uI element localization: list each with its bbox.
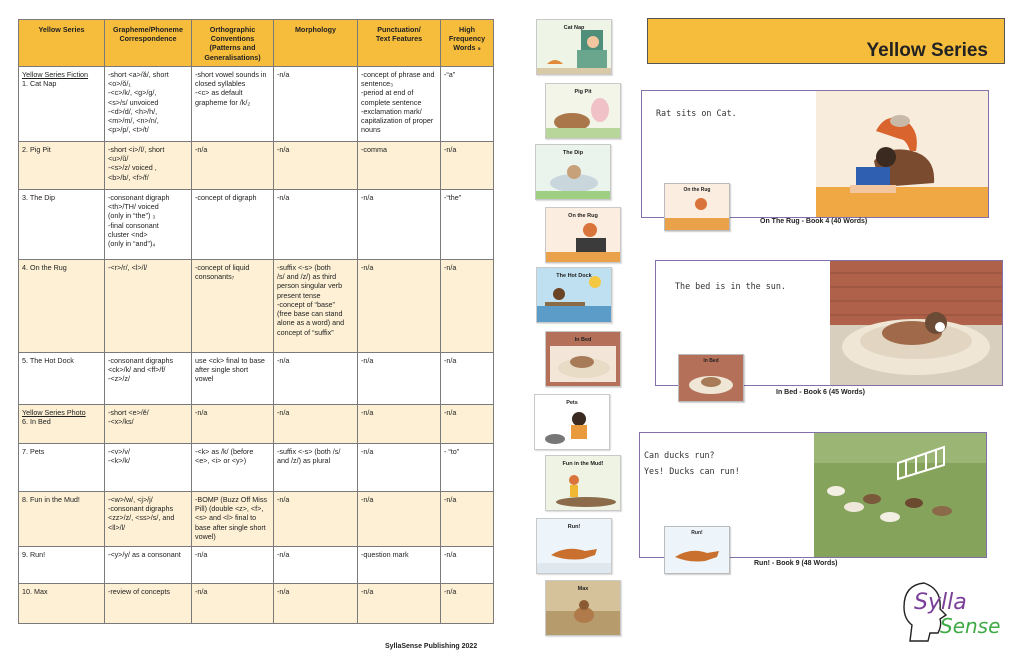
cell-text: -n/a <box>195 587 208 596</box>
row-title-cell <box>19 584 105 624</box>
morphology-cell <box>274 547 358 584</box>
yellow-series-table <box>18 19 493 641</box>
cell-text: -n/a <box>444 263 457 272</box>
spread-caption: On The Rug - Book 4 (40 Words) <box>760 218 868 225</box>
punctuation-cell <box>358 547 441 584</box>
banner-title: Yellow Series <box>866 40 988 61</box>
cell-text: <p>/p/, <t>/t/ <box>108 125 149 135</box>
punctuation-cell <box>358 405 441 444</box>
cell-text: concept of “suffix” <box>277 327 334 337</box>
cell-text: <u>/ŭ/ <box>108 154 129 164</box>
cell-text: -<v>/v/ <box>108 447 130 456</box>
header-line: Punctuation/ <box>377 25 421 34</box>
cell-text: <th>/TH/ voiced <box>108 202 159 212</box>
hfw-cell <box>441 405 494 444</box>
cell-text: use <ck> final to base <box>195 356 265 365</box>
header-morphology <box>274 20 358 67</box>
cell-text: -n/a <box>444 145 457 154</box>
spread-caption: In Bed - Book 6 (45 Words) <box>776 389 865 396</box>
cell-text: -<k>/k/ <box>108 456 130 466</box>
punctuation-cell <box>358 142 441 190</box>
cell-text: -n/a <box>277 550 290 559</box>
cell-text: (only in “the”) ₃ <box>108 211 156 221</box>
table-row <box>19 142 494 190</box>
cell-text: -concept of liquid <box>195 263 250 272</box>
book-thumbnail-fun-in-the-mud[interactable] <box>545 455 621 511</box>
cell-text: -short <i>/ĭ/, short <box>108 145 165 154</box>
book-spread-on-the-rug <box>641 90 989 218</box>
spread-text-line: Can ducks run? <box>644 450 715 460</box>
cell-text: -<s>/z/ voiced , <box>108 163 157 173</box>
cell-text: -n/a <box>444 550 457 559</box>
cell-text: -n/a <box>195 145 208 154</box>
hfw-cell <box>441 67 494 142</box>
header-line: Text Features <box>375 34 423 44</box>
cell-text: 4. On the Rug <box>22 263 67 272</box>
in-bed-photo <box>830 261 1002 385</box>
header-line: Frequency <box>448 34 486 44</box>
morphology-cell <box>274 405 358 444</box>
cell-text: -BOMP (Buzz Off Miss <box>195 495 268 504</box>
header-line: High <box>459 25 475 34</box>
cell-text: -<k> as /k/ (before <box>195 447 254 456</box>
syllasense-logo <box>898 575 1004 647</box>
cell-text: <o>/ŏ/₁ <box>108 79 131 89</box>
cell-text: 10. Max <box>22 587 48 596</box>
grapheme-cell <box>105 142 192 190</box>
morphology-cell <box>274 142 358 190</box>
row-title-cell <box>19 67 105 142</box>
book-thumbnail-max[interactable] <box>545 580 621 636</box>
cell-text: grapheme for /k/₂ <box>195 97 251 107</box>
header-line: Conventions <box>210 34 255 44</box>
cell-text: (only in “and”)₄ <box>108 239 156 249</box>
cell-text: Yellow Series Fiction <box>22 70 89 79</box>
cell-text: -concept of “base” <box>277 299 335 309</box>
hfw-cell <box>441 190 494 260</box>
hfw-cell <box>441 444 494 492</box>
cell-text: vowel <box>195 374 214 384</box>
row-title-cell <box>19 444 105 492</box>
orthographic-cell <box>192 444 274 492</box>
cell-text: -“a” <box>444 70 456 79</box>
header-line: Yellow Series <box>38 25 85 34</box>
cell-text: and /z/) as plural <box>277 456 331 466</box>
curriculum-table <box>18 19 494 624</box>
row-title-cell <box>19 547 105 584</box>
cell-text: 1. Cat Nap <box>22 79 57 89</box>
book-thumbnail-cat-nap[interactable] <box>536 19 612 75</box>
thumbnail-title: Cat Nap <box>563 25 585 31</box>
cell-text: -<c> as default <box>195 88 243 98</box>
thumbnail-title: Run! <box>567 524 581 530</box>
cover-mini-title: On the Rug <box>683 187 711 193</box>
cell-text: 2. Pig Pit <box>22 145 51 154</box>
cell-text: -concept of digraph <box>195 193 257 202</box>
thumbnail-title: On the Rug <box>568 213 598 219</box>
grapheme-cell <box>105 405 192 444</box>
grapheme-cell <box>105 260 192 353</box>
cell-text: -“the” <box>444 193 462 202</box>
cell-text: -comma <box>361 145 387 154</box>
cell-text: -n/a <box>444 356 457 365</box>
book-thumbnail-the-hot-dock[interactable] <box>536 267 612 323</box>
row-title-cell <box>19 492 105 547</box>
cell-text: -short <e>/ĕ/ <box>108 408 149 417</box>
thumbnail-title: Pets <box>566 400 578 406</box>
orthographic-cell <box>192 142 274 190</box>
morphology-cell <box>274 584 358 624</box>
row-title-cell <box>19 190 105 260</box>
grapheme-cell <box>105 190 192 260</box>
table-row <box>19 547 494 584</box>
on-the-rug-illustration <box>816 91 988 217</box>
book-thumbnail-on-the-rug[interactable] <box>545 207 621 263</box>
cell-text: <zz>/z/, <ss>/s/, and <box>108 513 175 523</box>
cell-text: -n/a <box>277 145 290 154</box>
svg-text:Sense: Sense <box>940 614 1001 638</box>
cell-text: -n/a <box>361 408 374 417</box>
cell-text: 5. The Hot Dock <box>22 356 74 365</box>
table-row <box>19 353 494 405</box>
table-header-row <box>19 20 494 67</box>
cell-text: -<d>/d/, <h>/h/, <box>108 106 158 116</box>
cell-text: -<z>/z/ <box>108 374 130 384</box>
book-thumbnail-in-bed[interactable] <box>545 331 621 387</box>
cell-text: -short vowel sounds in <box>195 70 267 79</box>
punctuation-cell <box>358 492 441 547</box>
cell-text: 6. In Bed <box>22 417 51 427</box>
row-title-cell <box>19 260 105 353</box>
orthographic-cell <box>192 190 274 260</box>
cell-text: -n/a <box>444 587 457 596</box>
row-title-cell <box>19 353 105 405</box>
cell-text: /s/ and /z/) as third <box>277 272 337 282</box>
cell-text: nouns <box>361 125 381 135</box>
thumbnail-title: Fun in the Mud! <box>562 461 604 467</box>
hfw-cell <box>441 584 494 624</box>
cell-text: 8. Fun in the Mud! <box>22 495 80 504</box>
cell-text: -consonant digraphs <box>108 356 174 365</box>
logo-head-icon <box>898 575 1004 647</box>
cell-text: cluster <nd> <box>108 229 148 239</box>
cell-text: consonants₇ <box>195 272 235 282</box>
cell-text: 3. The Dip <box>22 193 56 202</box>
morphology-cell <box>274 190 358 260</box>
cell-text: -n/a <box>195 550 208 559</box>
header-line: Correspondence <box>119 34 177 44</box>
thumbnail-title: The Hot Dock <box>556 273 592 279</box>
thumbnail-title: Max <box>577 586 589 592</box>
book-thumbnail-pig-pit[interactable] <box>545 83 621 139</box>
cell-text: alone as a word) and <box>277 318 345 328</box>
punctuation-cell <box>358 444 441 492</box>
cell-text: <b>/b/, <f>/f/ <box>108 172 149 182</box>
morphology-cell <box>274 67 358 142</box>
header-punctuation <box>358 20 441 67</box>
cover-mini-title: Run! <box>691 530 703 536</box>
orthographic-cell <box>192 405 274 444</box>
cell-text: - “to” <box>444 447 460 456</box>
cell-text: present tense <box>277 290 321 300</box>
cell-text: -n/a <box>361 356 374 365</box>
header-line: Generalisations) <box>204 52 261 62</box>
table-row <box>19 444 494 492</box>
table-row <box>19 190 494 260</box>
morphology-cell <box>274 492 358 547</box>
punctuation-cell <box>358 584 441 624</box>
book-thumbnail-pets[interactable] <box>534 394 610 450</box>
grapheme-cell <box>105 67 192 142</box>
cell-text: -n/a <box>277 70 290 79</box>
punctuation-cell <box>358 67 441 142</box>
series-banner <box>647 18 1005 64</box>
cell-text: -n/a <box>361 193 374 202</box>
hfw-cell <box>441 492 494 547</box>
header-line: Morphology <box>294 25 337 34</box>
table-row <box>19 67 494 142</box>
table-row <box>19 405 494 444</box>
cell-text: -question mark <box>361 550 409 559</box>
orthographic-cell <box>192 584 274 624</box>
hfw-cell <box>441 142 494 190</box>
row-title-cell <box>19 405 105 444</box>
table-row <box>19 492 494 547</box>
thumbnail-title: Pig Pit <box>574 89 592 95</box>
morphology-cell <box>274 444 358 492</box>
thumbnail-title: In Bed <box>574 337 592 343</box>
table-row <box>19 260 494 353</box>
punctuation-cell <box>358 353 441 405</box>
cell-text: -n/a <box>444 408 457 417</box>
cell-text: -n/a <box>277 408 290 417</box>
book-thumbnail-the-dip[interactable] <box>535 144 611 200</box>
punctuation-cell <box>358 260 441 353</box>
svg-text:Sylla: Sylla <box>914 590 967 615</box>
publisher-footer: SyllaSense Publishing 2022 <box>385 643 478 650</box>
book-cover-mini <box>664 526 730 574</box>
cell-text: -n/a <box>361 587 374 596</box>
cell-text: -final consonant <box>108 220 159 230</box>
orthographic-cell <box>192 353 274 405</box>
cell-text: <m>/m/, <n>/n/, <box>108 116 159 126</box>
cell-text: closed syllables <box>195 79 246 89</box>
book-spread-in-bed <box>655 260 1003 386</box>
book-thumbnail-run[interactable] <box>536 518 612 574</box>
cell-text: Pill) (double <z>, <f>, <box>195 504 264 514</box>
cell-text: person singular verb <box>277 281 343 291</box>
cell-text: -<w>/w/, <j>/j/ <box>108 495 153 504</box>
cell-text: -review of concepts <box>108 587 170 596</box>
hfw-cell <box>441 547 494 584</box>
cell-text: -n/a <box>361 447 374 456</box>
grapheme-cell <box>105 444 192 492</box>
cell-text: -n/a <box>277 495 290 504</box>
header-line: Orthographic <box>209 25 256 34</box>
orthographic-cell <box>192 547 274 584</box>
orthographic-cell <box>192 67 274 142</box>
cell-text: -<x>/ks/ <box>108 417 134 427</box>
morphology-cell <box>274 260 358 353</box>
header-line: (Patterns and <box>209 43 256 53</box>
cell-text: <s> and <l> final to <box>195 513 257 523</box>
header-line: Words ₅ <box>453 43 481 53</box>
orthographic-cell <box>192 260 274 353</box>
spread-text-line: Rat sits on Cat. <box>656 108 737 118</box>
book-cover-mini <box>678 354 744 402</box>
ducks-photo <box>814 433 986 557</box>
grapheme-cell <box>105 547 192 584</box>
cell-text: -n/a <box>444 495 457 504</box>
spread-caption: Run! - Book 9 (48 Words) <box>754 560 838 567</box>
book-cover-mini <box>664 183 730 231</box>
cell-text: after single short <box>195 365 249 375</box>
cell-text: sentence₃ <box>361 79 394 89</box>
cell-text: -concept of phrase and <box>361 70 435 79</box>
thumbnail-title: The Dip <box>562 150 584 156</box>
spread-text-line: The bed is in the sun. <box>675 281 786 291</box>
cell-text: -n/a <box>277 193 290 202</box>
spread-text <box>656 106 737 122</box>
cell-text: <ck>/k/ and <ff>/f/ <box>108 365 166 375</box>
spread-text <box>644 448 740 480</box>
cell-text: -n/a <box>277 587 290 596</box>
spread-text-line: Yes! Ducks can run! <box>644 465 740 476</box>
cell-text: <s>/s/ unvoiced <box>108 97 159 107</box>
book-spread-run <box>639 432 987 558</box>
header-hfw <box>441 20 494 67</box>
cell-text: (free base can stand <box>277 309 343 319</box>
cell-text: -exclamation mark/ <box>361 106 422 116</box>
cell-text: -consonant digraphs <box>108 504 174 514</box>
header-yellow-series <box>19 20 105 67</box>
punctuation-cell <box>358 190 441 260</box>
grapheme-cell <box>105 492 192 547</box>
table-row <box>19 584 494 624</box>
grapheme-cell <box>105 353 192 405</box>
cell-text: <e>, <i> or <y>) <box>195 456 247 466</box>
cell-text: -suffix <-s> (both /s/ <box>277 447 341 456</box>
cell-text: -n/a <box>361 495 374 504</box>
cell-text: base after single short <box>195 522 266 532</box>
cell-text: -<c>/k/, <g>/g/, <box>108 88 157 98</box>
cell-text: -n/a <box>195 408 208 417</box>
cell-text: -n/a <box>277 356 290 365</box>
morphology-cell <box>274 353 358 405</box>
spread-text <box>675 279 786 295</box>
cell-text: -<y>/y/ as a consonant <box>108 550 181 559</box>
grapheme-cell <box>105 584 192 624</box>
cell-text: 7. Pets <box>22 447 45 456</box>
cell-text: capitalization of proper <box>361 116 434 126</box>
cell-text: complete sentence <box>361 97 422 107</box>
header-orthographic <box>192 20 274 67</box>
cell-text: vowel) <box>195 531 216 541</box>
cover-mini-title: In Bed <box>703 358 719 364</box>
hfw-cell <box>441 260 494 353</box>
cell-text: 9. Run! <box>22 550 46 559</box>
header-grapheme <box>105 20 192 67</box>
cell-text: <ll>/l/ <box>108 522 126 532</box>
orthographic-cell <box>192 492 274 547</box>
cell-text: -short <a>/ă/, short <box>108 70 169 79</box>
cell-text: Yellow Series Photo <box>22 408 86 417</box>
cell-text: -n/a <box>361 263 374 272</box>
cell-text: -<r>/r/, <l>/l/ <box>108 263 148 272</box>
cell-text: -period at end of <box>361 88 414 98</box>
hfw-cell <box>441 353 494 405</box>
header-line: Grapheme/Phoneme <box>113 25 183 34</box>
row-title-cell <box>19 142 105 190</box>
cell-text: -suffix <-s> (both <box>277 263 331 272</box>
cell-text: -consonant digraph <box>108 193 170 202</box>
